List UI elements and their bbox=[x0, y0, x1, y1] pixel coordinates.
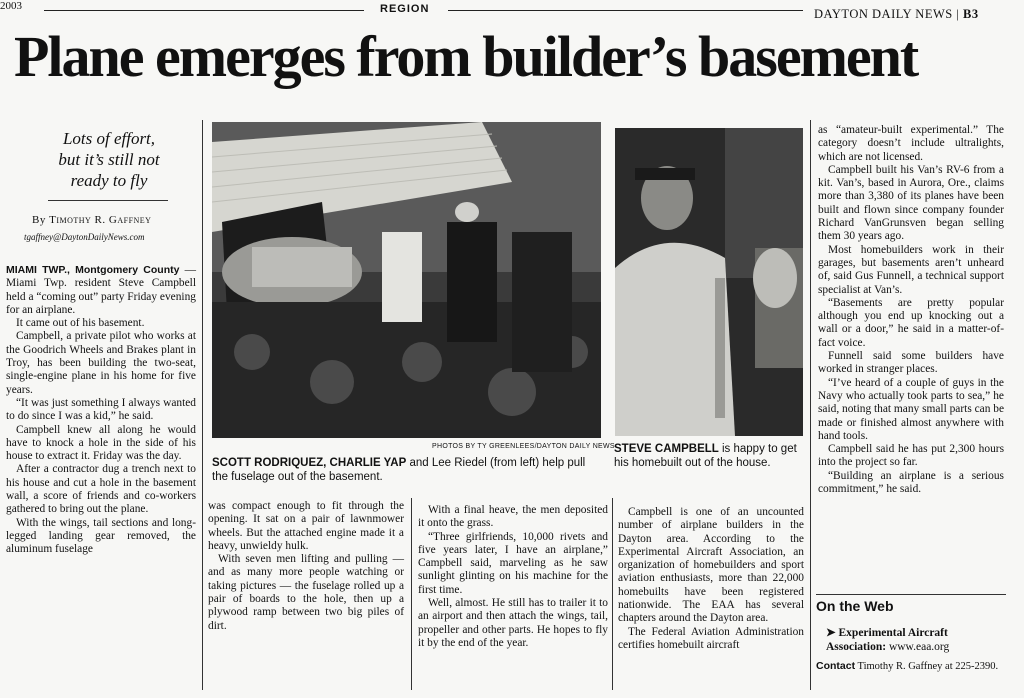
article-column-3 bbox=[418, 504, 608, 650]
lead-paragraph bbox=[6, 264, 196, 317]
paragraph: The Federal Aviation Administration certifies homebuilt aircraft bbox=[618, 625, 804, 651]
photo-caption-2 bbox=[614, 442, 804, 470]
paragraph: “Basements are pretty popular although you end up knocking out a wall or a door,” he said in a matter-of-fact voice. bbox=[818, 296, 1004, 349]
web-contact bbox=[816, 660, 1006, 673]
headline: Plane emerges from builder’s basement bbox=[14, 24, 918, 89]
deck-line-3: ready to fly bbox=[70, 171, 148, 190]
paragraph: Campbell said he has put 2,300 hours into the project so far. bbox=[818, 443, 1004, 469]
caption-names: SCOTT RODRIQUEZ, CHARLIE YAP bbox=[212, 457, 407, 469]
photo-fuselage-image bbox=[212, 122, 601, 438]
paragraph: Campbell knew all along he would have to knock a hole in the side of his house to extract it. Friday was the day. bbox=[6, 423, 196, 463]
byline-email: tgaffney@DaytonDailyNews.com bbox=[24, 232, 145, 242]
photo-campbell-image bbox=[615, 128, 803, 436]
byline-name: Timothy R. Gaffney bbox=[49, 214, 152, 226]
paragraph: After a contractor dug a trench next to his house and cut a hole in the basement wall, a score of friends and co-workers gathered to bring out the plane. bbox=[6, 463, 196, 516]
section-label: REGION bbox=[380, 3, 430, 15]
article-column-4 bbox=[618, 506, 804, 652]
web-org: ➤ Experimental Aircraft Association: bbox=[826, 627, 948, 653]
paragraph: as “amateur-built experimental.” The category doesn’t include ultralights, which are not licensed. bbox=[818, 124, 1004, 163]
byline bbox=[32, 214, 151, 226]
contact-text: Timothy R. Gaffney at 225-2390. bbox=[855, 661, 999, 672]
deck bbox=[24, 128, 194, 191]
deck-line-2: but it’s still not bbox=[58, 150, 160, 169]
paper-name bbox=[814, 7, 979, 22]
photo-steve-campbell bbox=[615, 128, 803, 436]
paragraph: Most homebuilders work in their garages, but basements aren’t unheard of, said Gus Funnell, a technical support specialist at Van’s. bbox=[818, 243, 1004, 296]
column-divider bbox=[411, 498, 412, 690]
paragraph: “Building an airplane is a serious commitment,” he said. bbox=[818, 469, 1004, 496]
page-number: B3 bbox=[963, 7, 979, 21]
caption-text: and Lee Riedel (from left) help pull the fuselage out of the basement. bbox=[212, 457, 586, 483]
web-association bbox=[826, 626, 1006, 654]
paragraph: With seven men lifting and pulling — and as many more people watching or taking pictures — the fuselage rolled up a pair of boards to the hole, then up a plywood ramp between two big piles of dirt. bbox=[208, 553, 404, 632]
masthead-rule-left bbox=[44, 10, 364, 11]
paper-title: DAYTON DAILY NEWS bbox=[814, 7, 953, 21]
lead-text: — Miami Twp. resident Steve Campbell held a “coming out” party Friday evening for an airplane. bbox=[6, 264, 196, 316]
paragraph: Funnell said some builders have worked in stranger places. bbox=[818, 350, 1004, 376]
paragraph: “Three girlfriends, 10,000 rivets and five years later, I have an airplane,” Campbell said, marveling as he saw sunlight glinting on his machine for the first time. bbox=[418, 530, 608, 596]
photo-fuselage-extraction bbox=[212, 122, 601, 438]
byline-prefix: By bbox=[32, 214, 46, 226]
web-box-top-rule bbox=[816, 594, 1006, 595]
caption-name: STEVE CAMPBELL bbox=[614, 443, 719, 455]
deck-divider bbox=[48, 200, 168, 201]
column-divider bbox=[810, 120, 811, 690]
paragraph: With a final heave, the men deposited it onto the grass. bbox=[418, 504, 608, 530]
web-heading: On the Web bbox=[816, 598, 894, 614]
paragraph: Well, almost. He still has to trailer it to an airport and then attach the wings, tail, propeller and other parts. He hopes to fly it by the end of the year. bbox=[418, 597, 608, 649]
paragraph: It came out of his basement. bbox=[16, 317, 145, 330]
article-column-5 bbox=[818, 124, 1004, 496]
page-separator: | bbox=[956, 7, 963, 21]
photo-credit: PHOTOS BY TY GREENLEES/DAYTON DAILY NEWS bbox=[432, 443, 615, 450]
paragraph: Campbell built his Van’s RV-6 from a kit. Van’s, based in Aurora, Ore., claims more than 3,380 of its planes have been built and flown since company founder Richard VanGrunsven began selling them 30 years ago. bbox=[818, 163, 1004, 243]
caption-text: is happy to get his homebuilt out of the house. bbox=[614, 443, 797, 469]
article-column-1 bbox=[6, 264, 196, 557]
masthead-rule-right bbox=[448, 10, 803, 11]
deck-line-1: Lots of effort, bbox=[62, 129, 156, 148]
column-divider bbox=[612, 498, 613, 690]
paragraph: “It was just something I always wanted to do since I was a kid,” he said. bbox=[6, 396, 196, 423]
paragraph: With the wings, tail sections and long-legged landing gear removed, the aluminum fuselage bbox=[6, 516, 196, 556]
paragraph: “I’ve heard of a couple of guys in the Navy who actually took parts to sea,” he said, noting that many small parts can be made or finished almost anywhere with hand tools. bbox=[818, 376, 1005, 442]
dateline: MIAMI TWP., Montgomery County bbox=[6, 264, 180, 276]
contact-label: Contact bbox=[816, 660, 856, 672]
paragraph: Campbell, a private pilot who works at the Goodrich Wheels and Brakes plant in Troy, has been building the two-seat, single-engine plane in his home for five years. bbox=[6, 330, 196, 396]
edition-year: 2003 bbox=[0, 0, 22, 12]
paragraph: Campbell is one of an uncounted number of airplane builders in the Dayton area. According to the Experimental Aircraft Association, an organization of homebuilders and sport aviation enthusiasts, more than 22,000 homebuilts have been registered nationwide. The EAA has several chapters around the Dayton area. bbox=[618, 506, 804, 625]
paragraph: was compact enough to fit through the opening. It sat on a pair of lawnmower wheels. But the attached engine made it a heavy, unwieldy hulk. bbox=[208, 500, 404, 552]
article-column-2 bbox=[208, 500, 404, 633]
column-divider bbox=[202, 120, 203, 690]
web-url[interactable]: www.eaa.org bbox=[886, 641, 950, 653]
photo-caption-1 bbox=[212, 456, 604, 484]
